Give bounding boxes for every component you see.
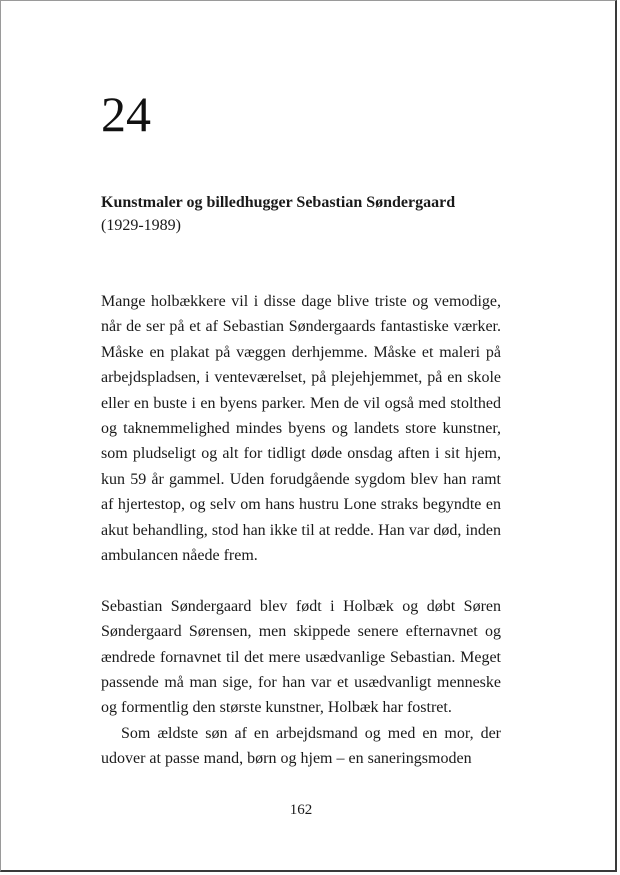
- paragraph-1: Mange holbækkere vil i disse dage blive triste og vemodige, når de ser på et af Sebastian Søndergaards fantastiske værker. Måske en plakat på væggen derhjemme. Måske et maleri på arbejdspladsen, i venteværelset, på plejehjemmet, på en skole eller en buste i en byens parker. Men de vil også med stolthed og taknemmelighed mindes byens og landets store kunstner, som pludseligt og alt for tidligt døde onsdag aften i sit hjem, kun 59 år gammel. Uden forudgående sygdom blev han ramt af hjertestop, og selv om hans hustru Lone straks begyndte en akut behandling, stod han ikke til at redde. Han var død, inden ambulancen nåede frem.: [101, 293, 501, 565]
- chapter-number: 24: [101, 86, 151, 142]
- paragraph-3: Som ældste søn af en arbejdsmand og med en mor, der udover at passe mand, børn og hjem – en saneringsmoden: [101, 724, 501, 768]
- page-number: 162: [289, 802, 313, 818]
- paragraph-2: Sebastian Søndergaard blev født i Holbæk og døbt Søren Søndergaard Sørensen, men skippede senere efternavnet og ændrede fornavnet til det mere usædvanlige Sebastian. Meget passende må man sige, for han var et usædvanligt menneske og formentlig den største kunstner, Holbæk har fostret.: [101, 597, 501, 717]
- chapter-years: (1929-1989): [101, 217, 181, 234]
- chapter-title: Kunstmaler og billedhugger Sebastian Søndergaard: [101, 194, 456, 211]
- body-text: [101, 289, 501, 772]
- chapter-heading: [101, 191, 501, 237]
